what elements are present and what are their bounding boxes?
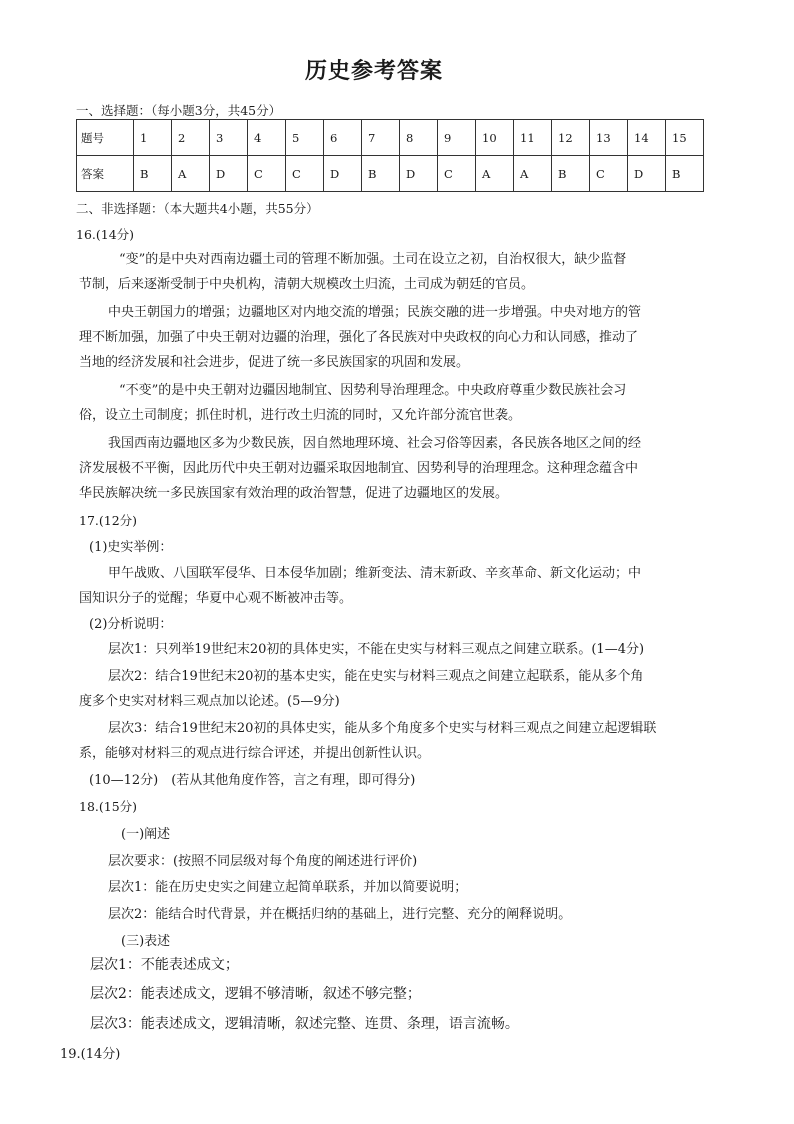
q17-line: 层次2：结合19世纪末20初的基本史实，能在史实与材料三观点之间建立起联系，能从多个角 [108,669,644,684]
answer-cell: A [514,156,552,192]
q17-line: (2)分析说明： [89,617,173,632]
q18-line: (一)阐述 [121,827,171,842]
answer-cell: D [628,156,666,192]
section2-heading: 二、非选择题：（本大题共4小题，共55分） [76,201,319,216]
table-row-numbers [77,120,704,156]
question-number-cell: 3 [210,120,248,156]
answer-cell: A [476,156,514,192]
q18-line: 层次3：能表述成文，逻辑清晰，叙述完整、连贯、条理，语言流畅。 [90,1016,519,1032]
answer-cell: D [324,156,362,192]
q19-label: 19.(14分) [60,1047,121,1062]
q18-line: (三)表述 [121,934,171,949]
question-number-cell: 6 [324,120,362,156]
q16-line: 当地的经济发展和社会进步，促进了统一多民族国家的巩固和发展。 [79,355,470,370]
q17-line: (10—12分) (若从其他角度作答，言之有理，即可得分) [89,773,416,788]
answer-cell: C [438,156,476,192]
table-row-answers [77,156,704,192]
q17-line: 层次3：结合19世纪末20初的具体史实，能从多个角度多个史实与材料三观点之间建立起逻辑联 [108,721,657,736]
answer-cell: D [210,156,248,192]
q18-label: 18.(15分) [79,799,138,814]
answer-cell: C [248,156,286,192]
row-label-number: 题号 [77,120,134,156]
question-number-cell: 4 [248,120,286,156]
q18-line: 层次1：能在历史史实之间建立起简单联系，并加以简要说明； [108,880,468,895]
question-number-cell: 14 [628,120,666,156]
q17-line: (1)史实举例： [89,540,173,555]
q17-line: 甲午战败、八国联军侵华、日本侵华加剧；维新变法、清末新政、辛亥革命、新文化运动；中 [108,566,642,581]
q16-line: 理不断加强，加强了中央王朝对边疆的治理，强化了各民族对中央政权的向心力和认同感，推动了 [79,330,639,345]
answer-cell: B [362,156,400,192]
q18-line: 层次2：能结合时代背景，并在概括归纳的基础上，进行完整、充分的阐释说明。 [108,907,572,922]
q18-line: 层次要求：(按照不同层级对每个角度的阐述进行评价) [108,854,418,869]
question-number-cell: 2 [172,120,210,156]
question-number-cell: 13 [590,120,628,156]
section1-heading: 一、选择题：（每小题3分，共45分） [76,103,282,118]
q16-line: 中央王朝国力的增强；边疆地区对内地交流的增强；民族交融的进一步增强。中央对地方的管 [108,305,642,320]
q18-line: 层次2：能表述成文，逻辑不够清晰，叙述不够完整； [90,986,421,1002]
answer-cell: D [400,156,438,192]
question-number-cell: 5 [286,120,324,156]
question-number-cell: 10 [476,120,514,156]
q16-line: “不变”的是中央王朝对边疆因地制宜、因势利导治理理念。中央政府尊重少数民族社会习 [119,383,627,398]
answer-cell: B [134,156,172,192]
question-number-cell: 11 [514,120,552,156]
q16-line: 俗，设立土司制度；抓住时机，进行改土归流的同时，又允许部分流官世袭。 [79,408,522,423]
q17-line: 系，能够对材料三的观点进行综合评述，并提出创新性认识。 [79,746,431,761]
question-number-cell: 12 [552,120,590,156]
q16-line: 节制，后来逐渐受制于中央机构，清朝大规模改土归流，土司成为朝廷的官员。 [79,277,535,292]
q17-label: 17.(12分) [79,513,138,528]
answer-cell: C [590,156,628,192]
q17-line: 层次1：只列举19世纪末20初的具体史实，不能在史实与材料三观点之间建立联系。(1—4分) [108,642,645,657]
answer-cell: A [172,156,210,192]
answer-cell: C [286,156,324,192]
question-number-cell: 15 [666,120,704,156]
q16-line: 济发展极不平衡，因此历代中央王朝对边疆采取因地制宜、因势利导的治理理念。这种理念蕴含中 [79,461,639,476]
answer-cell: B [666,156,704,192]
answer-table [76,119,704,192]
question-number-cell: 8 [400,120,438,156]
q16-line: 华民族解决统一多民族国家有效治理的政治智慧，促进了边疆地区的发展。 [79,486,509,501]
answer-cell: B [552,156,590,192]
q17-line: 度多个史实对材料三观点加以论述。(5—9分) [79,694,340,709]
q16-label: 16.(14分) [76,227,135,242]
question-number-cell: 1 [134,120,172,156]
q16-line: 我国西南边疆地区多为少数民族，因自然地理环境、社会习俗等因素，各民族各地区之间的经 [108,436,642,451]
question-number-cell: 9 [438,120,476,156]
q16-line: “变”的是中央对西南边疆土司的管理不断加强。土司在设立之初，自治权很大，缺少监督 [119,252,627,267]
q18-line: 层次1：不能表述成文； [90,957,239,973]
question-number-cell: 7 [362,120,400,156]
q17-line: 国知识分子的觉醒；华夏中心观不断被冲击等。 [79,591,353,606]
row-label-answer: 答案 [77,156,134,192]
page-title: 历史参考答案 [304,58,443,84]
